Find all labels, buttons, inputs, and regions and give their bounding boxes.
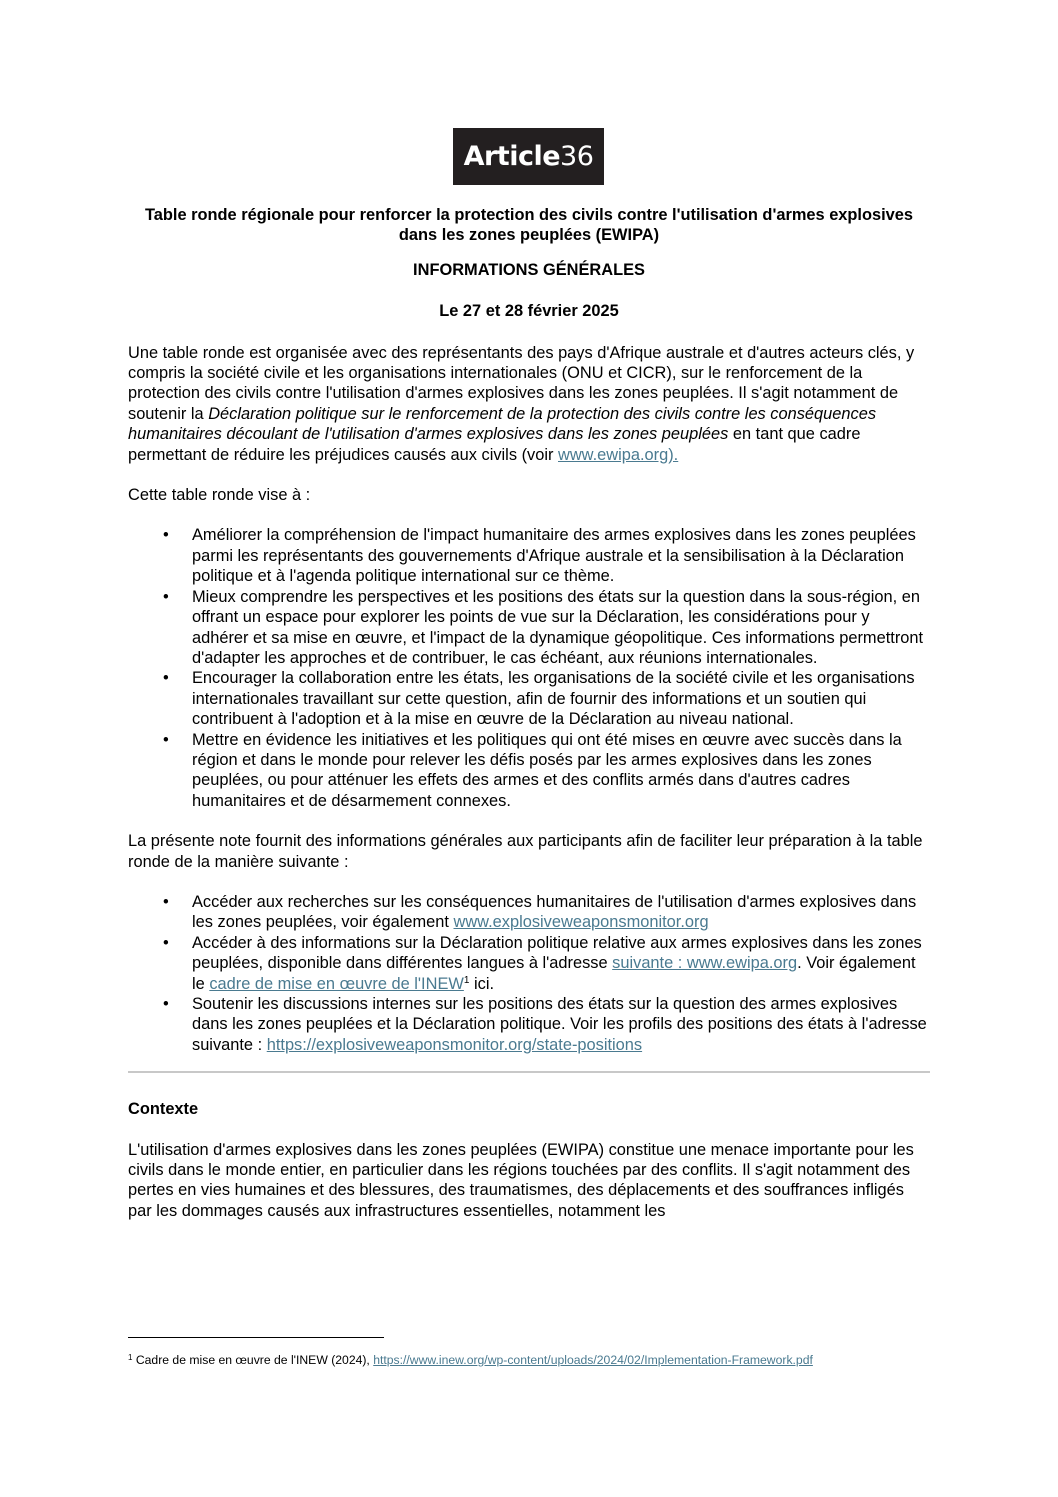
note-item <box>192 933 930 994</box>
ewipa-link[interactable]: www.ewipa.org). <box>558 445 679 464</box>
note-item <box>192 892 930 933</box>
intro-text-1: Une table ronde est organisée avec des représentants des pays d'Afrique australe et d'autres acteurs clés, y compris la société civile et les organisations internationales (ONU et CICR), sur le renforcement de la protection des civils contre l'utilisation d'armes explosives dans les zones peuplées. Il s'agit notamment de soutenir la <box>128 343 915 423</box>
ewipa-languages-link[interactable]: suivante : www.ewipa.org <box>612 954 798 973</box>
inew-framework-link[interactable]: cadre de mise en œuvre de l'INEW <box>209 974 464 993</box>
logo-text-light: 36 <box>560 141 594 172</box>
note-item <box>192 994 930 1055</box>
note-item-text: Soutenir les discussions internes sur les positions des états sur la question des armes explosives dans les zones peuplées et la Déclaration politique. Voir les profils des positions des états à l'adresse suivante : <box>192 995 927 1054</box>
note-item-text: . Voir également le <box>192 954 916 993</box>
aim-item: • Améliorer la compréhension de l'impact humanitaire des armes explosives dans les zones peuplées parmi les représentants des gouvernements d'Afrique australe et la sensibilisation à la Déclaration politique et à l'agenda politique international sur ce thème. <box>192 525 930 586</box>
article36-logo <box>453 128 604 185</box>
note-item-text: ici. <box>469 974 495 993</box>
note-item-text: Accéder à des informations sur la Déclaration politique relative aux armes explosives dans les zones peuplées, disponible dans différentes langues à l'adresse <box>192 933 922 973</box>
aims-intro: Cette table ronde vise à : <box>128 486 311 505</box>
explosive-weapons-monitor-link[interactable]: www.explosiveweaponsmonitor.org <box>453 913 709 932</box>
footnote-ref: 1 <box>463 974 470 986</box>
document-body <box>128 205 930 1241</box>
footnote-number: 1 <box>128 1353 133 1362</box>
aim-item: • Mettre en évidence les initiatives et les politiques qui ont été mises en œuvre avec succès dans la région et dans le monde pour relever les défis posés par les armes explosives dans les zones peuplées, ou pour atténuer les effets des armes et des conflits armés dans d'autres cadres humanitaires et de désarmement connexes. <box>192 730 930 812</box>
aims-list <box>128 525 930 811</box>
footnote-divider <box>128 1337 384 1338</box>
context-heading: Contexte <box>128 1100 199 1119</box>
document-subtitle: INFORMATIONS GÉNÉRALES <box>413 260 645 279</box>
context-paragraph: L'utilisation d'armes explosives dans les zones peuplées (EWIPA) constitue une menace importante pour les civils dans le monde entier, en particulier dans les régions touchées par des conflits. Il s'agit notamment des pertes en vies humaines et des blessures, des traumatismes, des déplacements et des souffrances infligés par les dommages causés aux infrastructures essentielles, notamment les <box>128 1140 914 1220</box>
footnote <box>128 1353 948 1368</box>
notes-list <box>128 892 930 1055</box>
aim-item: • Encourager la collaboration entre les états, les organisations de la société civile et les organisations internationales travaillant sur cette question, afin de fournir des informations et un soutien qui contribuent à l'adoption et à la mise en œuvre de la Déclaration au niveau national. <box>192 668 930 729</box>
declaration-title: Déclaration politique sur le renforcement de la protection des civils contre les conséquences humanitaires découlant de l'utilisation d'armes explosives dans les zones peuplées <box>128 404 877 444</box>
intro-paragraph <box>128 343 930 465</box>
intro-text-2: en tant que cadre permettant de réduire les préjudices causés aux civils (voir <box>128 425 861 464</box>
footnote-text: Cadre de mise en œuvre de l'INEW (2024), <box>132 1353 374 1367</box>
document-title: Table ronde régionale pour renforcer la protection des civils contre l'utilisation d'armes explosives dans les zones peuplées (EWIPA) <box>144 206 914 245</box>
note-intro: La présente note fournit des informations générales aux participants afin de faciliter leur préparation à la table ronde de la manière suivante : <box>128 832 923 871</box>
section-divider <box>128 1071 930 1073</box>
logo-text-bold: Article <box>463 141 561 172</box>
note-item-text: Accéder aux recherches sur les conséquences humanitaires de l'utilisation d'armes explosives dans les zones peuplées, voir également <box>192 892 917 932</box>
inew-pdf-link[interactable]: https://www.inew.org/wp-content/uploads/2024/02/Implementation-Framework.pdf <box>373 1353 813 1367</box>
state-positions-link[interactable]: https://explosiveweaponsmonitor.org/state-positions <box>266 1035 643 1054</box>
event-date: Le 27 et 28 février 2025 <box>439 302 619 321</box>
aim-item: • Mieux comprendre les perspectives et les positions des états sur la question dans la sous-région, en offrant un espace pour explorer les points de vue sur la Déclaration, les considérations pour y adhérer et sa mise en œuvre, et l'impact de la dynamique géopolitique. Ces informations permettront d'adapter les approches et de contribuer, le cas échéant, aux réunions internationales. <box>192 587 930 669</box>
